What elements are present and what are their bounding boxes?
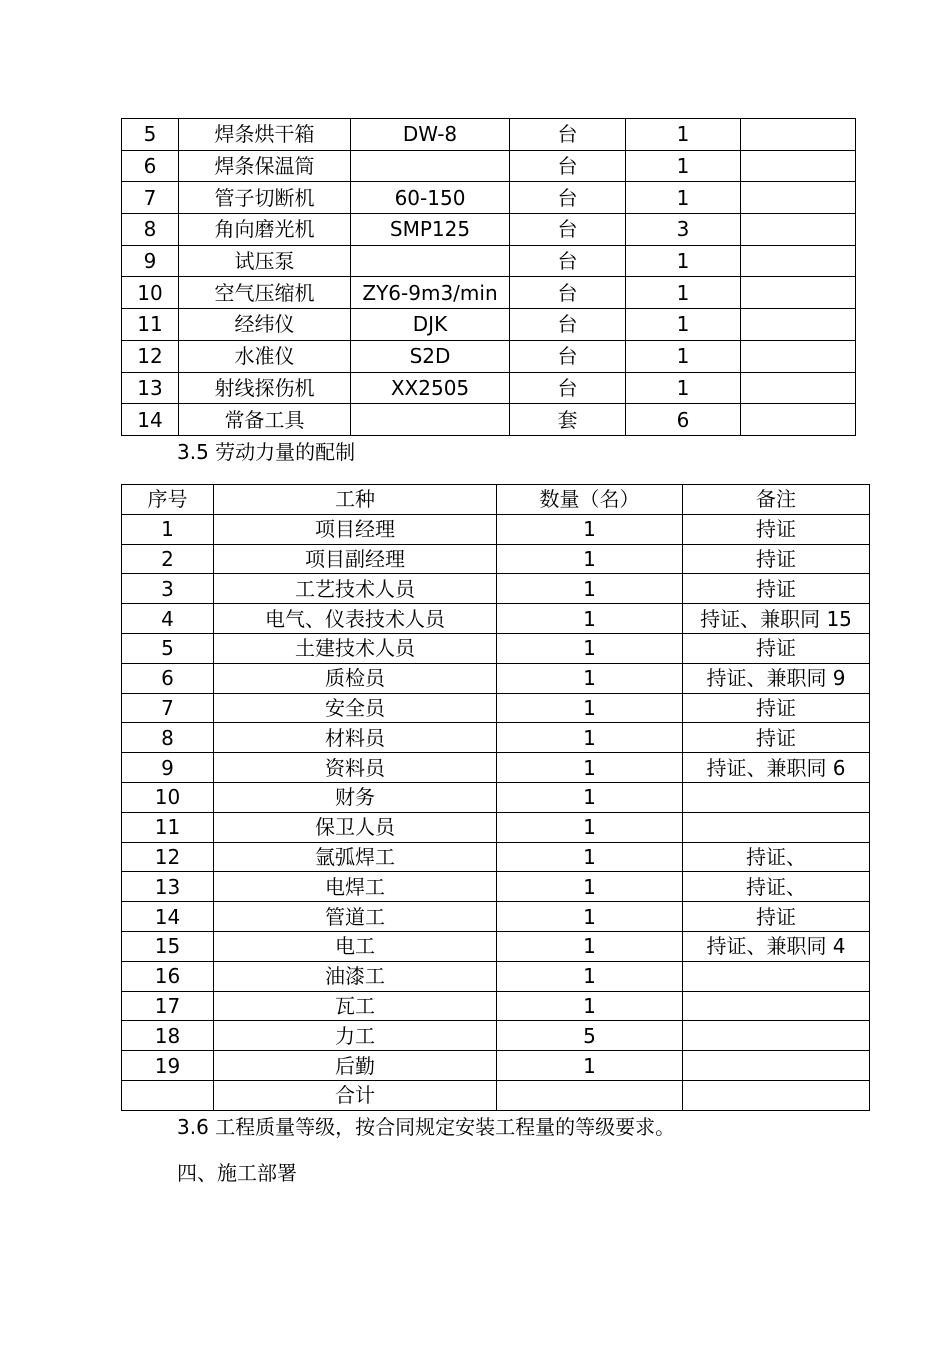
cell-quantity: 1	[497, 663, 683, 693]
cell-equipment-name: 试压泵	[179, 245, 351, 277]
cell-job-type: 项目经理	[214, 514, 497, 544]
cell-model: DJK	[351, 309, 510, 341]
table-row	[122, 812, 870, 842]
cell-index: 1	[122, 514, 214, 544]
table-row	[122, 931, 870, 961]
cell-quantity: 1	[497, 961, 683, 991]
cell-remarks	[683, 991, 870, 1021]
cell-quantity: 1	[497, 574, 683, 604]
table-row	[122, 633, 870, 663]
header-remarks: 备注	[683, 485, 870, 515]
cell-quantity: 1	[626, 119, 741, 151]
table-row	[122, 604, 870, 634]
cell-remarks: 持证	[683, 693, 870, 723]
cell-remarks: 持证、	[683, 842, 870, 872]
cell-equipment-name: 射线探伤机	[179, 372, 351, 404]
cell-quantity: 1	[497, 931, 683, 961]
cell-quantity: 1	[497, 991, 683, 1021]
cell-index: 11	[122, 309, 179, 341]
cell-quantity: 1	[626, 245, 741, 277]
cell-unit: 台	[510, 214, 626, 246]
cell-remarks: 持证	[683, 514, 870, 544]
table-row	[122, 902, 870, 932]
cell-index: 12	[122, 842, 214, 872]
cell-unit: 台	[510, 340, 626, 372]
section-4-heading: 四、施工部署	[177, 1161, 297, 1185]
cell-model: DW-8	[351, 119, 510, 151]
table-row	[122, 693, 870, 723]
table-row	[122, 277, 856, 309]
table-row	[122, 723, 870, 753]
cell-index: 12	[122, 340, 179, 372]
cell-remarks: 持证	[683, 902, 870, 932]
cell-quantity: 1	[626, 150, 741, 182]
cell-remarks	[683, 1051, 870, 1081]
cell-remarks	[741, 340, 856, 372]
cell-unit: 台	[510, 245, 626, 277]
cell-index: 14	[122, 902, 214, 932]
cell-quantity: 3	[626, 214, 741, 246]
cell-job-type: 后勤	[214, 1051, 497, 1081]
cell-remarks	[741, 404, 856, 436]
table-row	[122, 574, 870, 604]
labor-table-body	[122, 514, 870, 1110]
table-row	[122, 340, 856, 372]
equipment-table	[121, 118, 856, 436]
cell-quantity: 5	[497, 1021, 683, 1051]
cell-job-type: 合计	[214, 1080, 497, 1110]
cell-remarks	[741, 119, 856, 151]
cell-remarks: 持证、兼职同 15	[683, 604, 870, 634]
cell-index	[122, 1080, 214, 1110]
cell-index: 9	[122, 753, 214, 783]
cell-index: 16	[122, 961, 214, 991]
table-row	[122, 753, 870, 783]
cell-remarks: 持证	[683, 723, 870, 753]
cell-index: 7	[122, 693, 214, 723]
cell-unit: 台	[510, 277, 626, 309]
labor-table-header-row	[122, 485, 870, 515]
header-index: 序号	[122, 485, 214, 515]
cell-index: 10	[122, 782, 214, 812]
equipment-table-body	[122, 119, 856, 436]
table-row	[122, 544, 870, 574]
cell-remarks: 持证、	[683, 872, 870, 902]
table-row	[122, 404, 856, 436]
cell-quantity: 1	[497, 842, 683, 872]
cell-model	[351, 150, 510, 182]
cell-index: 14	[122, 404, 179, 436]
cell-model: SMP125	[351, 214, 510, 246]
table-row	[122, 1021, 870, 1051]
cell-unit: 台	[510, 119, 626, 151]
cell-job-type: 电工	[214, 931, 497, 961]
cell-equipment-name: 角向磨光机	[179, 214, 351, 246]
cell-quantity: 1	[497, 872, 683, 902]
table-row	[122, 150, 856, 182]
cell-remarks	[683, 1080, 870, 1110]
table-row	[122, 991, 870, 1021]
cell-model: ZY6-9m3/min	[351, 277, 510, 309]
cell-index: 6	[122, 663, 214, 693]
cell-remarks	[683, 961, 870, 991]
table-row	[122, 872, 870, 902]
table-row	[122, 214, 856, 246]
cell-index: 3	[122, 574, 214, 604]
cell-index: 4	[122, 604, 214, 634]
table-row	[122, 119, 856, 151]
cell-job-type: 资料员	[214, 753, 497, 783]
cell-unit: 套	[510, 404, 626, 436]
labor-table-head	[122, 485, 870, 515]
table-row	[122, 514, 870, 544]
cell-remarks	[741, 309, 856, 341]
labor-table	[121, 484, 870, 1111]
cell-remarks	[741, 245, 856, 277]
cell-quantity: 1	[626, 340, 741, 372]
cell-remarks: 持证、兼职同 4	[683, 931, 870, 961]
cell-index: 5	[122, 119, 179, 151]
cell-quantity: 1	[497, 633, 683, 663]
cell-remarks: 持证	[683, 574, 870, 604]
cell-remarks	[683, 782, 870, 812]
cell-equipment-name: 焊条烘干箱	[179, 119, 351, 151]
cell-remarks: 持证	[683, 544, 870, 574]
cell-remarks	[741, 150, 856, 182]
cell-job-type: 保卫人员	[214, 812, 497, 842]
cell-equipment-name: 常备工具	[179, 404, 351, 436]
cell-model: XX2505	[351, 372, 510, 404]
cell-remarks: 持证、兼职同 9	[683, 663, 870, 693]
cell-index: 5	[122, 633, 214, 663]
cell-quantity: 1	[497, 604, 683, 634]
cell-remarks: 持证	[683, 633, 870, 663]
cell-index: 11	[122, 812, 214, 842]
cell-unit: 台	[510, 182, 626, 214]
table-row	[122, 245, 856, 277]
cell-job-type: 安全员	[214, 693, 497, 723]
cell-job-type: 财务	[214, 782, 497, 812]
cell-equipment-name: 水准仪	[179, 340, 351, 372]
cell-quantity: 1	[497, 544, 683, 574]
cell-index: 6	[122, 150, 179, 182]
cell-quantity: 1	[497, 753, 683, 783]
cell-index: 8	[122, 214, 179, 246]
cell-index: 13	[122, 372, 179, 404]
cell-job-type: 力工	[214, 1021, 497, 1051]
cell-remarks	[741, 214, 856, 246]
cell-quantity: 1	[626, 277, 741, 309]
cell-remarks: 持证、兼职同 6	[683, 753, 870, 783]
cell-job-type: 材料员	[214, 723, 497, 753]
cell-quantity: 1	[626, 309, 741, 341]
header-quantity: 数量（名）	[497, 485, 683, 515]
cell-model: 60-150	[351, 182, 510, 214]
cell-index: 7	[122, 182, 179, 214]
table-row	[122, 782, 870, 812]
cell-unit: 台	[510, 150, 626, 182]
table-row	[122, 1080, 870, 1110]
table-row	[122, 842, 870, 872]
cell-index: 9	[122, 245, 179, 277]
cell-remarks	[741, 277, 856, 309]
header-job-type: 工种	[214, 485, 497, 515]
cell-job-type: 工艺技术人员	[214, 574, 497, 604]
cell-quantity: 1	[626, 372, 741, 404]
cell-index: 13	[122, 872, 214, 902]
cell-index: 19	[122, 1051, 214, 1081]
cell-job-type: 油漆工	[214, 961, 497, 991]
cell-quantity: 1	[497, 723, 683, 753]
cell-unit: 台	[510, 372, 626, 404]
section-3-6-paragraph: 3.6 工程质量等级，按合同规定安装工程量的等级要求。	[177, 1115, 676, 1139]
cell-remarks	[683, 1021, 870, 1051]
cell-job-type: 氩弧焊工	[214, 842, 497, 872]
cell-unit: 台	[510, 309, 626, 341]
cell-quantity: 1	[497, 514, 683, 544]
table-row	[122, 182, 856, 214]
table-row	[122, 961, 870, 991]
cell-model	[351, 404, 510, 436]
cell-job-type: 质检员	[214, 663, 497, 693]
cell-model	[351, 245, 510, 277]
cell-remarks	[741, 182, 856, 214]
cell-quantity: 1	[497, 812, 683, 842]
cell-quantity: 6	[626, 404, 741, 436]
section-3-5-heading: 3.5 劳动力量的配制	[177, 440, 356, 464]
cell-equipment-name: 经纬仪	[179, 309, 351, 341]
cell-job-type: 项目副经理	[214, 544, 497, 574]
cell-remarks	[741, 372, 856, 404]
cell-job-type: 电气、仪表技术人员	[214, 604, 497, 634]
cell-index: 15	[122, 931, 214, 961]
cell-equipment-name: 焊条保温筒	[179, 150, 351, 182]
cell-index: 18	[122, 1021, 214, 1051]
cell-job-type: 电焊工	[214, 872, 497, 902]
cell-index: 8	[122, 723, 214, 753]
table-row	[122, 309, 856, 341]
table-row	[122, 1051, 870, 1081]
cell-index: 2	[122, 544, 214, 574]
table-row	[122, 372, 856, 404]
cell-job-type: 土建技术人员	[214, 633, 497, 663]
cell-quantity: 1	[497, 902, 683, 932]
cell-remarks	[683, 812, 870, 842]
cell-model: S2D	[351, 340, 510, 372]
cell-index: 17	[122, 991, 214, 1021]
cell-equipment-name: 空气压缩机	[179, 277, 351, 309]
cell-quantity	[497, 1080, 683, 1110]
cell-index: 10	[122, 277, 179, 309]
cell-equipment-name: 管子切断机	[179, 182, 351, 214]
cell-job-type: 瓦工	[214, 991, 497, 1021]
cell-quantity: 1	[497, 782, 683, 812]
cell-quantity: 1	[626, 182, 741, 214]
table-row	[122, 663, 870, 693]
cell-quantity: 1	[497, 1051, 683, 1081]
cell-quantity: 1	[497, 693, 683, 723]
cell-job-type: 管道工	[214, 902, 497, 932]
